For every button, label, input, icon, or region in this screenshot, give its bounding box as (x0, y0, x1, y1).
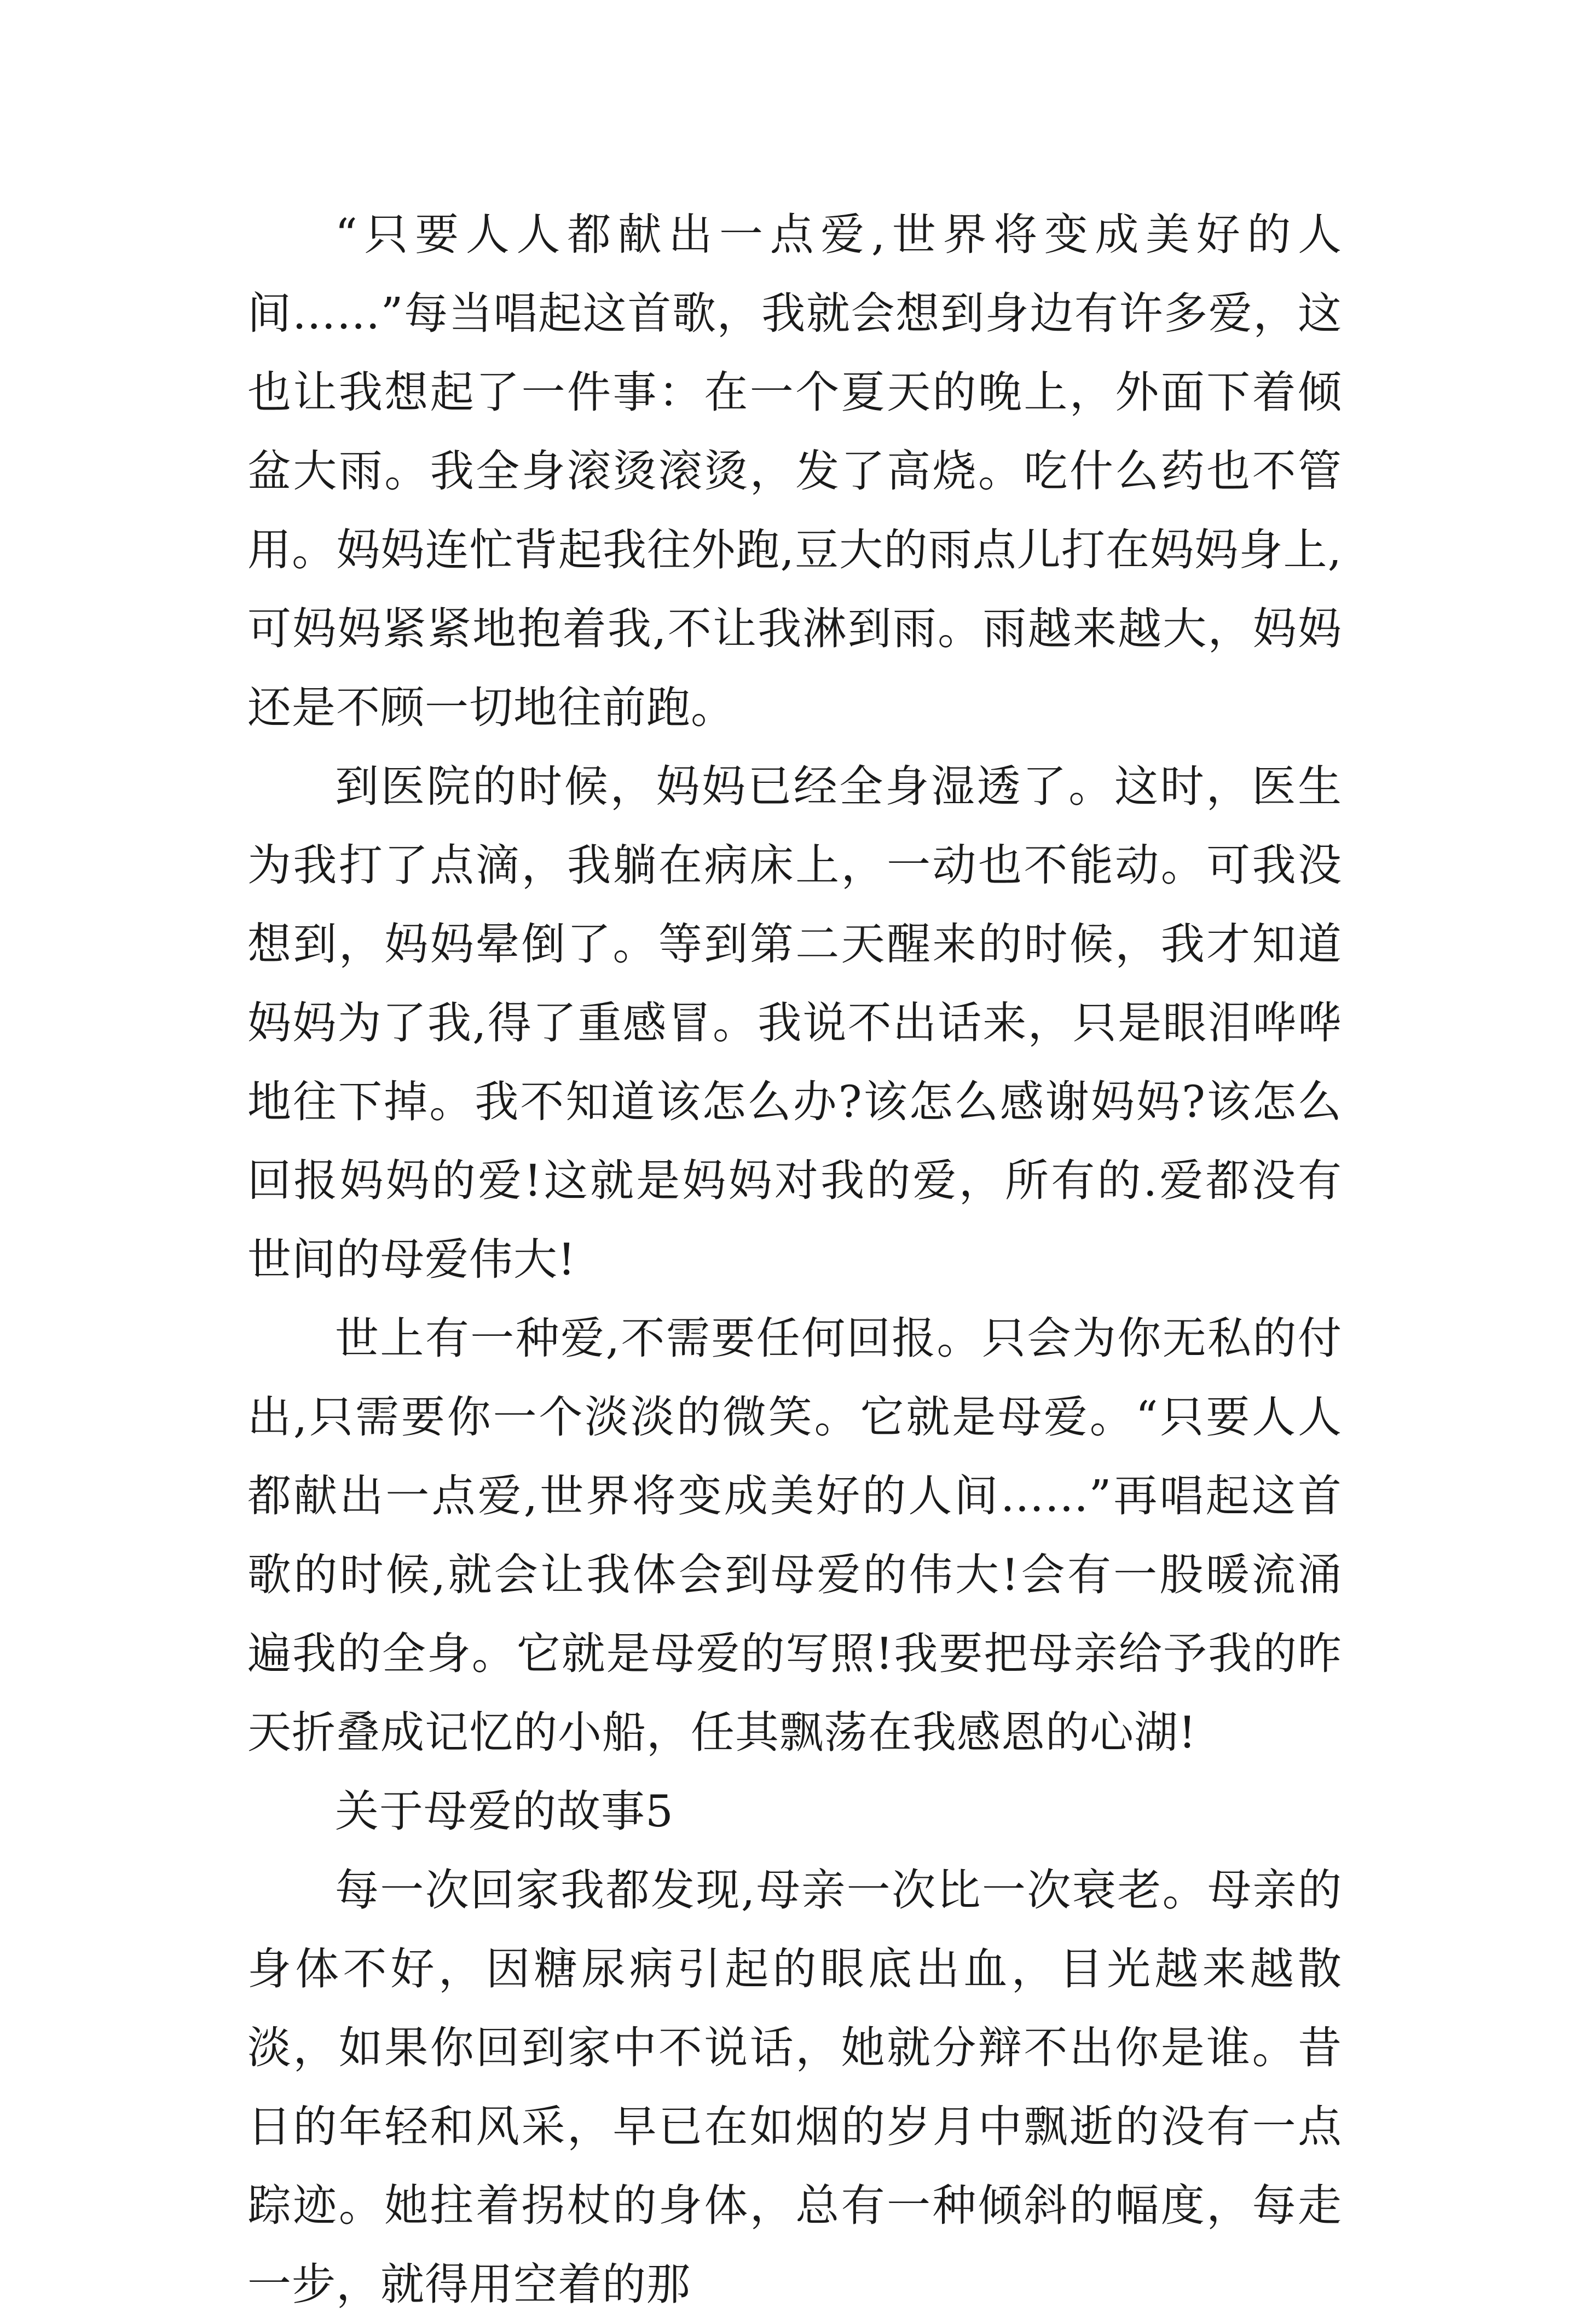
section-heading: 关于母爱的故事5 (335, 1786, 674, 1837)
paragraph-hospital: 到医院的时候，妈妈已经全身湿透了。这时，医生为我打了点滴，我躺在病床上，一动也不能动。可我没想到，妈妈晕倒了。等到第二天醒来的时候，我才知道妈妈为了我,得了重感冒。我说不出话来，只是眼泪哗哗地往下掉。我不知道该怎么办?该怎么感谢妈妈?该怎么回报妈妈的爱!这就是妈妈对我的爱，所有的.爱都没有世间的母爱伟大! (247, 761, 1342, 1285)
paragraph-aging-mother: 每一次回家我都发现,母亲一次比一次衰老。母亲的身体不好，因糖尿病引起的眼底出血，目光越来越散淡，如果你回到家中不说话，她就分辩不出你是谁。昔日的年轻和风采，早已在如烟的岁月中飘逝的没有一点踪迹。她拄着拐杖的身体，总有一种倾斜的幅度，每走一步，就得用空着的那 (247, 1865, 1342, 2310)
paragraph-mothers-love: 世上有一种爱,不需要任何回报。只会为你无私的付出,只需要你一个淡淡的微笑。它就是母爱。“只要人人都献出一点爱,世界将变成美好的人间……”再唱起这首歌的时候,就会让我体会到母爱的伟大!会有一股暖流涌遍我的全身。它就是母爱的写照!我要把母亲给予我的昨天折叠成记忆的小船，任其飘荡在我感恩的心湖! (247, 1313, 1342, 1758)
paragraph-song-memory: “只要人人都献出一点爱,世界将变成美好的人间……”每当唱起这首歌，我就会想到身边有许多爱，这也让我想起了一件事：在一个夏天的晚上，外面下着倾盆大雨。我全身滚烫滚烫，发了高烧。吃什么药也不管用。妈妈连忙背起我往外跑,豆大的雨点儿打在妈妈身上,可妈妈紧紧地抱着我,不让我淋到雨。雨越来越大，妈妈还是不顾一切地往前跑。 (247, 209, 1342, 733)
document-body (247, 195, 1342, 2324)
